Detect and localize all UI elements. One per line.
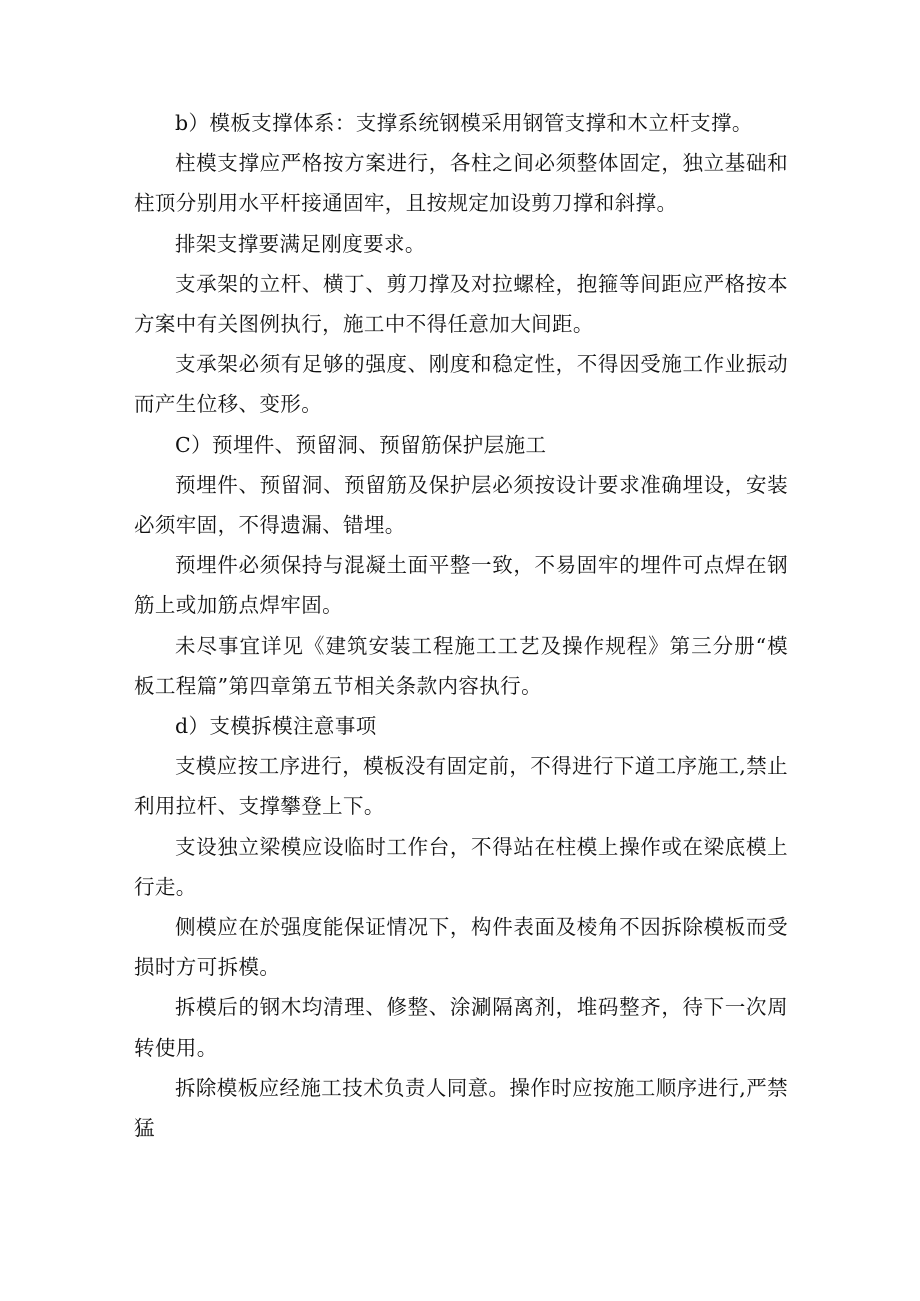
paragraph-embedded-parts-flush: 预埋件必须保持与混凝土面平整一致，不易固牢的埋件可点焊在钢筋上或加筋点焊牢固。 (134, 553, 788, 618)
paragraph-embedded-parts-heading: C）预埋件、预留洞、预留筋保护层施工 (175, 432, 547, 457)
paragraph-post-removal-cleanup: 拆模后的钢木均清理、修整、涂涮隔离剂，堆码整齐，待下一次周转使用。 (134, 995, 788, 1060)
paragraph-support-spacing: 支承架的立杆、横丁、剪刀撑及对拉螺栓，抱箍等间距应严格按本方案中有关图例执行，施工中不得任意加大间距。 (134, 271, 788, 337)
paragraph-beam-formwork-platform: 支设独立梁模应设临时工作台，不得站在柱模上操作或在梁底模上行走。 (134, 834, 788, 899)
paragraph-column-support: 柱模支撑应严格按方案进行，各柱之间必须整体固定，独立基础和柱顶分别用水平杆接通固牢，且按规定加设剪刀撑和斜撑。 (134, 151, 788, 216)
document-body (134, 103, 788, 1148)
paragraph-formwork-support-system: b）模板支撑体系：支撑系统钢模采用钢管支撑和木立杆支撑。 (175, 111, 753, 135)
paragraph-formwork-notes-heading: d）支模拆模注意事项 (175, 714, 377, 739)
paragraph-removal-approval: 拆除模板应经施工技术负责人同意。操作时应按施工顺序进行,严禁猛 (134, 1075, 789, 1141)
paragraph-embedded-parts-install: 预埋件、预留洞、预留筋及保护层必须按设计要求准确埋设，安装必须牢固，不得遗漏、错埋。 (134, 472, 788, 538)
paragraph-formwork-sequence: 支模应按工序进行，模板没有固定前，不得进行下道工序施工,禁止利用拉杆、支撑攀登上下。 (134, 754, 789, 819)
paragraph-reference-regulations: 未尽事宜详见《建筑安装工程施工工艺及操作规程》第三分册“模板工程篇”第四章第五节相关条款内容执行。 (134, 633, 788, 698)
paragraph-side-formwork-removal: 侧模应在於强度能保证情况下，构件表面及棱角不因拆除模板而受损时方可拆模。 (134, 915, 788, 980)
paragraph-bent-frame-rigidity: 排架支撑要满足刚度要求。 (175, 231, 426, 256)
paragraph-support-strength: 支承架必须有足够的强度、刚度和稳定性，不得因受施工作业振动而产生位移、变形。 (134, 352, 788, 417)
